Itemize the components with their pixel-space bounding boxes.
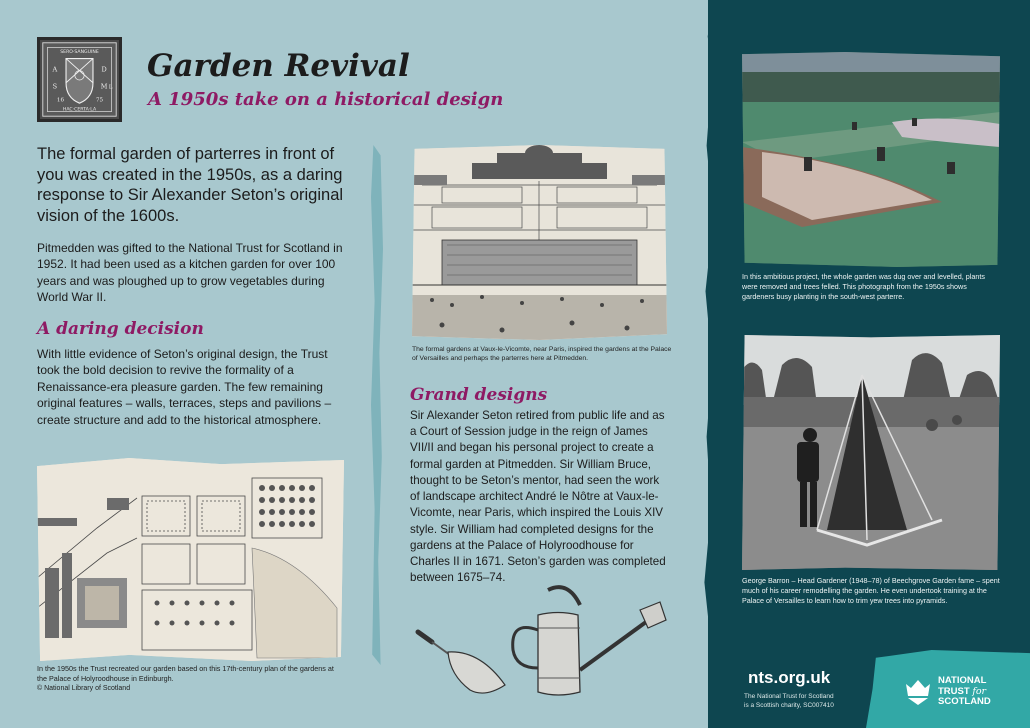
crest-motto-bottom: HAC·CERTA·LA [62, 107, 97, 113]
nts-wordmark-line-1: NATIONAL [938, 675, 987, 686]
holyroodhouse-plan-illustration [37, 458, 344, 661]
nts-wordmark [938, 676, 991, 708]
website-link[interactable]: nts.org.uk [748, 668, 831, 687]
engraving-caption: The formal gardens at Vaux-le-Vicomte, near Paris, inspired the gardens at the Palace of Versailles and perhaps the parterres here at Pitmedden. [412, 346, 672, 363]
plan-caption: In the 1950s the Trust recreated our garden based on this 17th-century plan of the gardens at the Palace of Holyroodhouse in Edinburgh. [37, 664, 334, 683]
crest-letter-m: M [100, 82, 108, 91]
decorative-brush-stripe [371, 145, 383, 665]
grand-designs-heading: Grand designs [410, 385, 548, 405]
charity-line-2: is a Scottish charity, SC007410 [744, 701, 834, 709]
planting-parterre-photo [742, 52, 1000, 267]
plan-credit: © National Library of Scotland [37, 685, 131, 692]
planting-photo-caption: In this ambitious project, the whole garden was dug over and levelled, plants were removed and trees felled. This photograph from the 1950s shows gardeners busy planting in the south-west parterre. [742, 272, 985, 302]
crest-letter-a: A [52, 65, 58, 74]
crest-letter-l: L [108, 84, 113, 91]
head-gardener-caption: George Barron – Head Gardener (1948–78) of Beechgrove Garden fame – spent much of his career remodelling the garden. He even undertook training at the Palace of Versailles to learn how to trim yew trees into pyramids. [742, 576, 1000, 606]
charity-notice [744, 693, 854, 711]
crest-motto-top: SERO·SANGUINE [60, 50, 99, 56]
charity-line-1: The National Trust for Scotland [744, 693, 834, 700]
head-gardener-photo [742, 335, 1000, 570]
nts-crown-logo-icon [903, 676, 933, 706]
daring-decision-paragraph: With little evidence of Seton’s original design, the Trust took the bold decision to revive the formality of a Renaissance-era pleasure garden. The few remaining original features – walls, terraces, steps and pavilions – create structure and add to the historical atmosphere. [37, 347, 332, 427]
daring-decision-heading: A daring decision [37, 319, 204, 339]
crest-letter-s: S [52, 82, 58, 91]
page-subtitle: A 1950s take on a historical design [148, 89, 504, 110]
intro-paragraph: Pitmedden was gifted to the National Trust for Scotland in 1952. It had been used as a kitchen garden for over 100 years and was ploughed up to grow vegetables during World War II. [37, 241, 343, 305]
page-title: Garden Revival [147, 48, 410, 84]
crest-letter-d: D [101, 65, 107, 74]
lead-paragraph: The formal garden of parterres in front of you was created in the 1950s, as a daring response to Sir Alexander Seton’s original vision of the 1600s. [37, 145, 344, 225]
watering-can-trowel-illustration [410, 580, 675, 710]
watering-can-icon [513, 587, 666, 695]
trowel-icon [418, 632, 505, 693]
crest-year-75: 75 [95, 97, 104, 104]
nts-wordmark-for: for [972, 685, 987, 697]
nts-wordmark-line-3: SCOTLAND [938, 696, 991, 708]
vaux-le-vicomte-engraving [412, 145, 667, 340]
crest-year-16: 16 [56, 97, 64, 104]
seton-crest-logo [37, 37, 122, 122]
nts-wordmark-trust: TRUST [938, 685, 970, 697]
grand-designs-paragraph: Sir Alexander Seton retired from public life and as a Court of Session judge in the reign of James VII/II and began his personal project to create a formal garden at Pitmedden. Sir William Bruce, thought to be Seton’s mentor, had seen the work of landscape architect André le Nôtre at Vaux-le-Vicomte, near Paris, which inspired the Louis XIV style. Sir William had completed designs for the gardens at the Palace of Holyroodhouse for Charles II in 1671. Seton’s garden was completed between 1675–74. [410, 409, 666, 585]
